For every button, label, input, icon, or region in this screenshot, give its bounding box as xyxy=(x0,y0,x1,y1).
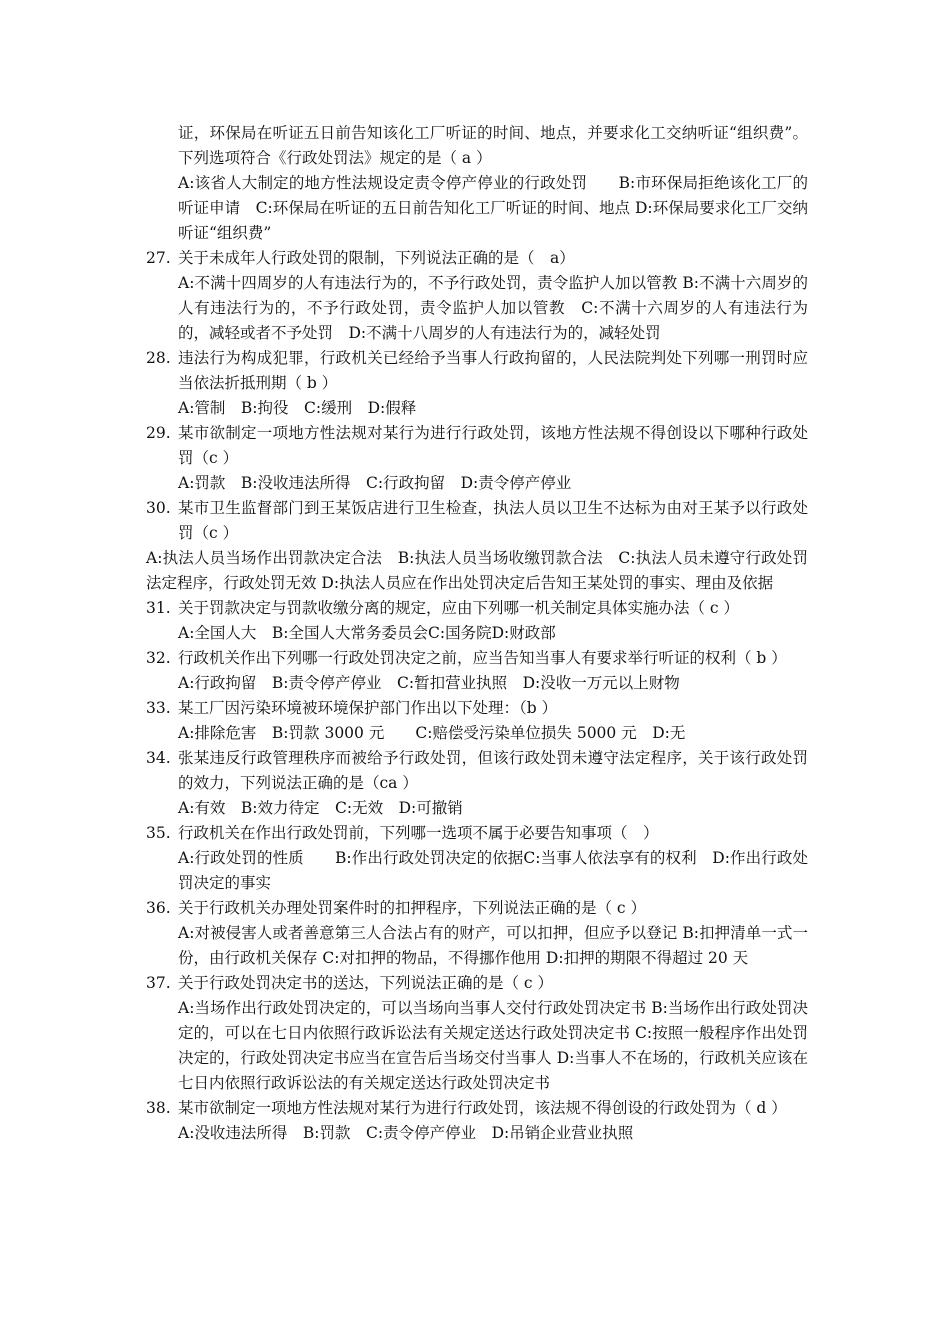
question-text: 关于未成年人行政处罚的限制，下列说法正确的是（ a） xyxy=(178,249,575,267)
answer-options-32: A:行政拘留 B:责令停产停业 C:暂扣营业执照 D:没收一万元以上财物 xyxy=(178,674,680,692)
question-text: 关于罚款决定与罚款收缴分离的规定，应由下列哪一机关制定具体实施办法（ c ） xyxy=(178,599,740,617)
question-number: 27. xyxy=(146,249,171,267)
question-text: 某工厂因污染环境被环境保护部门作出以下处理：（b ） xyxy=(178,699,558,717)
question-text: 行政机关在作出行政处罚前，下列哪一选项不属于必要告知事项（ ） xyxy=(178,824,659,842)
question-34 xyxy=(146,746,808,796)
question-35 xyxy=(146,821,808,846)
question-28 xyxy=(146,346,808,396)
question-number: 37. xyxy=(146,974,171,992)
question-36 xyxy=(146,896,808,921)
answer-options-26: A:该省人大制定的地方性法规设定责令停产停业的行政处罚 B:市环保局拒绝该化工厂的听证申请 C:环保局在听证的五日前告知化工厂听证的时间、地点 D:环保局要求化工厂交纳听证“组织费” xyxy=(178,174,808,242)
answer-options-29: A:罚款 B:没收违法所得 C:行政拘留 D:责令停产停业 xyxy=(178,474,572,492)
question-32 xyxy=(146,646,808,671)
question-number: 33. xyxy=(146,699,171,717)
answer-options-30: A:执法人员当场作出罚款决定合法 B:执法人员当场收缴罚款合法 C:执法人员未遵守行政处罚法定程序，行政处罚无效 D:执法人员应在作出处罚决定后告知王某处罚的事实、理由及依据 xyxy=(146,549,808,592)
answer-options-34: A:有效 B:效力待定 C:无效 D:可撤销 xyxy=(178,799,463,817)
question-37 xyxy=(146,971,808,996)
question-number: 29. xyxy=(146,424,171,442)
answer-options-31: A:全国人大 B:全国人大常务委员会C:国务院D:财政部 xyxy=(178,624,556,642)
question-number: 32. xyxy=(146,649,171,667)
question-text: 某市欲制定一项地方性法规对某行为进行行政处罚，该地方性法规不得创设以下哪种行政处罚（c ） xyxy=(178,424,808,467)
question-text: 关于行政处罚决定书的送达，下列说法正确的是（ c ） xyxy=(178,974,554,992)
question-number: 34. xyxy=(146,749,171,767)
question-number: 38. xyxy=(146,1099,171,1117)
question-text: 关于行政机关办理处罚案件时的扣押程序，下列说法正确的是（ c ） xyxy=(178,899,647,917)
answer-options-28: A:管制 B:拘役 C:缓刑 D:假释 xyxy=(178,399,417,417)
document-body xyxy=(146,121,808,1146)
question-text: 行政机关作出下列哪一行政处罚决定之前，应当告知当事人有要求举行听证的权利（ b ） xyxy=(178,649,787,667)
question-29 xyxy=(146,421,808,471)
question-38 xyxy=(146,1096,808,1121)
question-number: 28. xyxy=(146,349,171,367)
question-number: 36. xyxy=(146,899,171,917)
question-31 xyxy=(146,596,808,621)
answer-options-37: A:当场作出行政处罚决定的，可以当场向当事人交付行政处罚决定书 B:当场作出行政处罚决定的，可以在七日内依照行政诉讼法有关规定送达行政处罚决定书 C:按照一般程序作出处罚决定的，行政处罚决定书应当在宣告后当场交付当事人 D:当事人不在场的，行政机关应该在七日内依照行政诉讼法的有关规定送达行政处罚决定书 xyxy=(178,999,808,1092)
question-text: 某市欲制定一项地方性法规对某行为进行行政处罚，该法规不得创设的行政处罚为（ d ） xyxy=(178,1099,787,1117)
paragraph-continuation: 证，环保局在听证五日前告知该化工厂听证的时间、地点，并要求化工交纳听证“组织费”。下列选项符合《行政处罚法》规定的是（ a ） xyxy=(178,124,808,167)
question-30 xyxy=(146,496,808,546)
question-text: 张某违反行政管理秩序而被给予行政处罚，但该行政处罚未遵守法定程序，关于该行政处罚的效力，下列说法正确的是（ca ） xyxy=(178,749,808,792)
question-27 xyxy=(146,246,808,271)
question-number: 31. xyxy=(146,599,171,617)
question-number: 30. xyxy=(146,499,171,517)
question-number: 35. xyxy=(146,824,171,842)
answer-options-36: A:对被侵害人或者善意第三人合法占有的财产，可以扣押，但应予以登记 B:扣押清单一式一份，由行政机关保存 C:对扣押的物品，不得挪作他用 D:扣押的期限不得超过 20 天 xyxy=(178,924,808,967)
answer-options-27: A:不满十四周岁的人有违法行为的，不予行政处罚，责令监护人加以管教 B:不满十六周岁的人有违法行为的，不予行政处罚，责令监护人加以管教 C:不满十六周岁的人有违法行为的，减轻或者不予处罚 D:不满十八周岁的人有违法行为的，减轻处罚 xyxy=(178,274,808,342)
question-text: 违法行为构成犯罪，行政机关已经给予当事人行政拘留的，人民法院判处下列哪一刑罚时应当依法折抵刑期（ b ） xyxy=(178,349,808,392)
question-text: 某市卫生监督部门到王某饭店进行卫生检查，执法人员以卫生不达标为由对王某予以行政处罚（c ） xyxy=(178,499,808,542)
answer-options-38: A:没收违法所得 B:罚款 C:责令停产停业 D:吊销企业营业执照 xyxy=(178,1124,634,1142)
question-33 xyxy=(146,696,808,721)
answer-options-33: A:排除危害 B:罚款 3000 元 C:赔偿受污染单位损失 5000 元 D:无 xyxy=(178,724,686,742)
answer-options-35: A:行政处罚的性质 B:作出行政处罚决定的依据C:当事人依法享有的权利 D:作出行政处罚决定的事实 xyxy=(178,849,808,892)
